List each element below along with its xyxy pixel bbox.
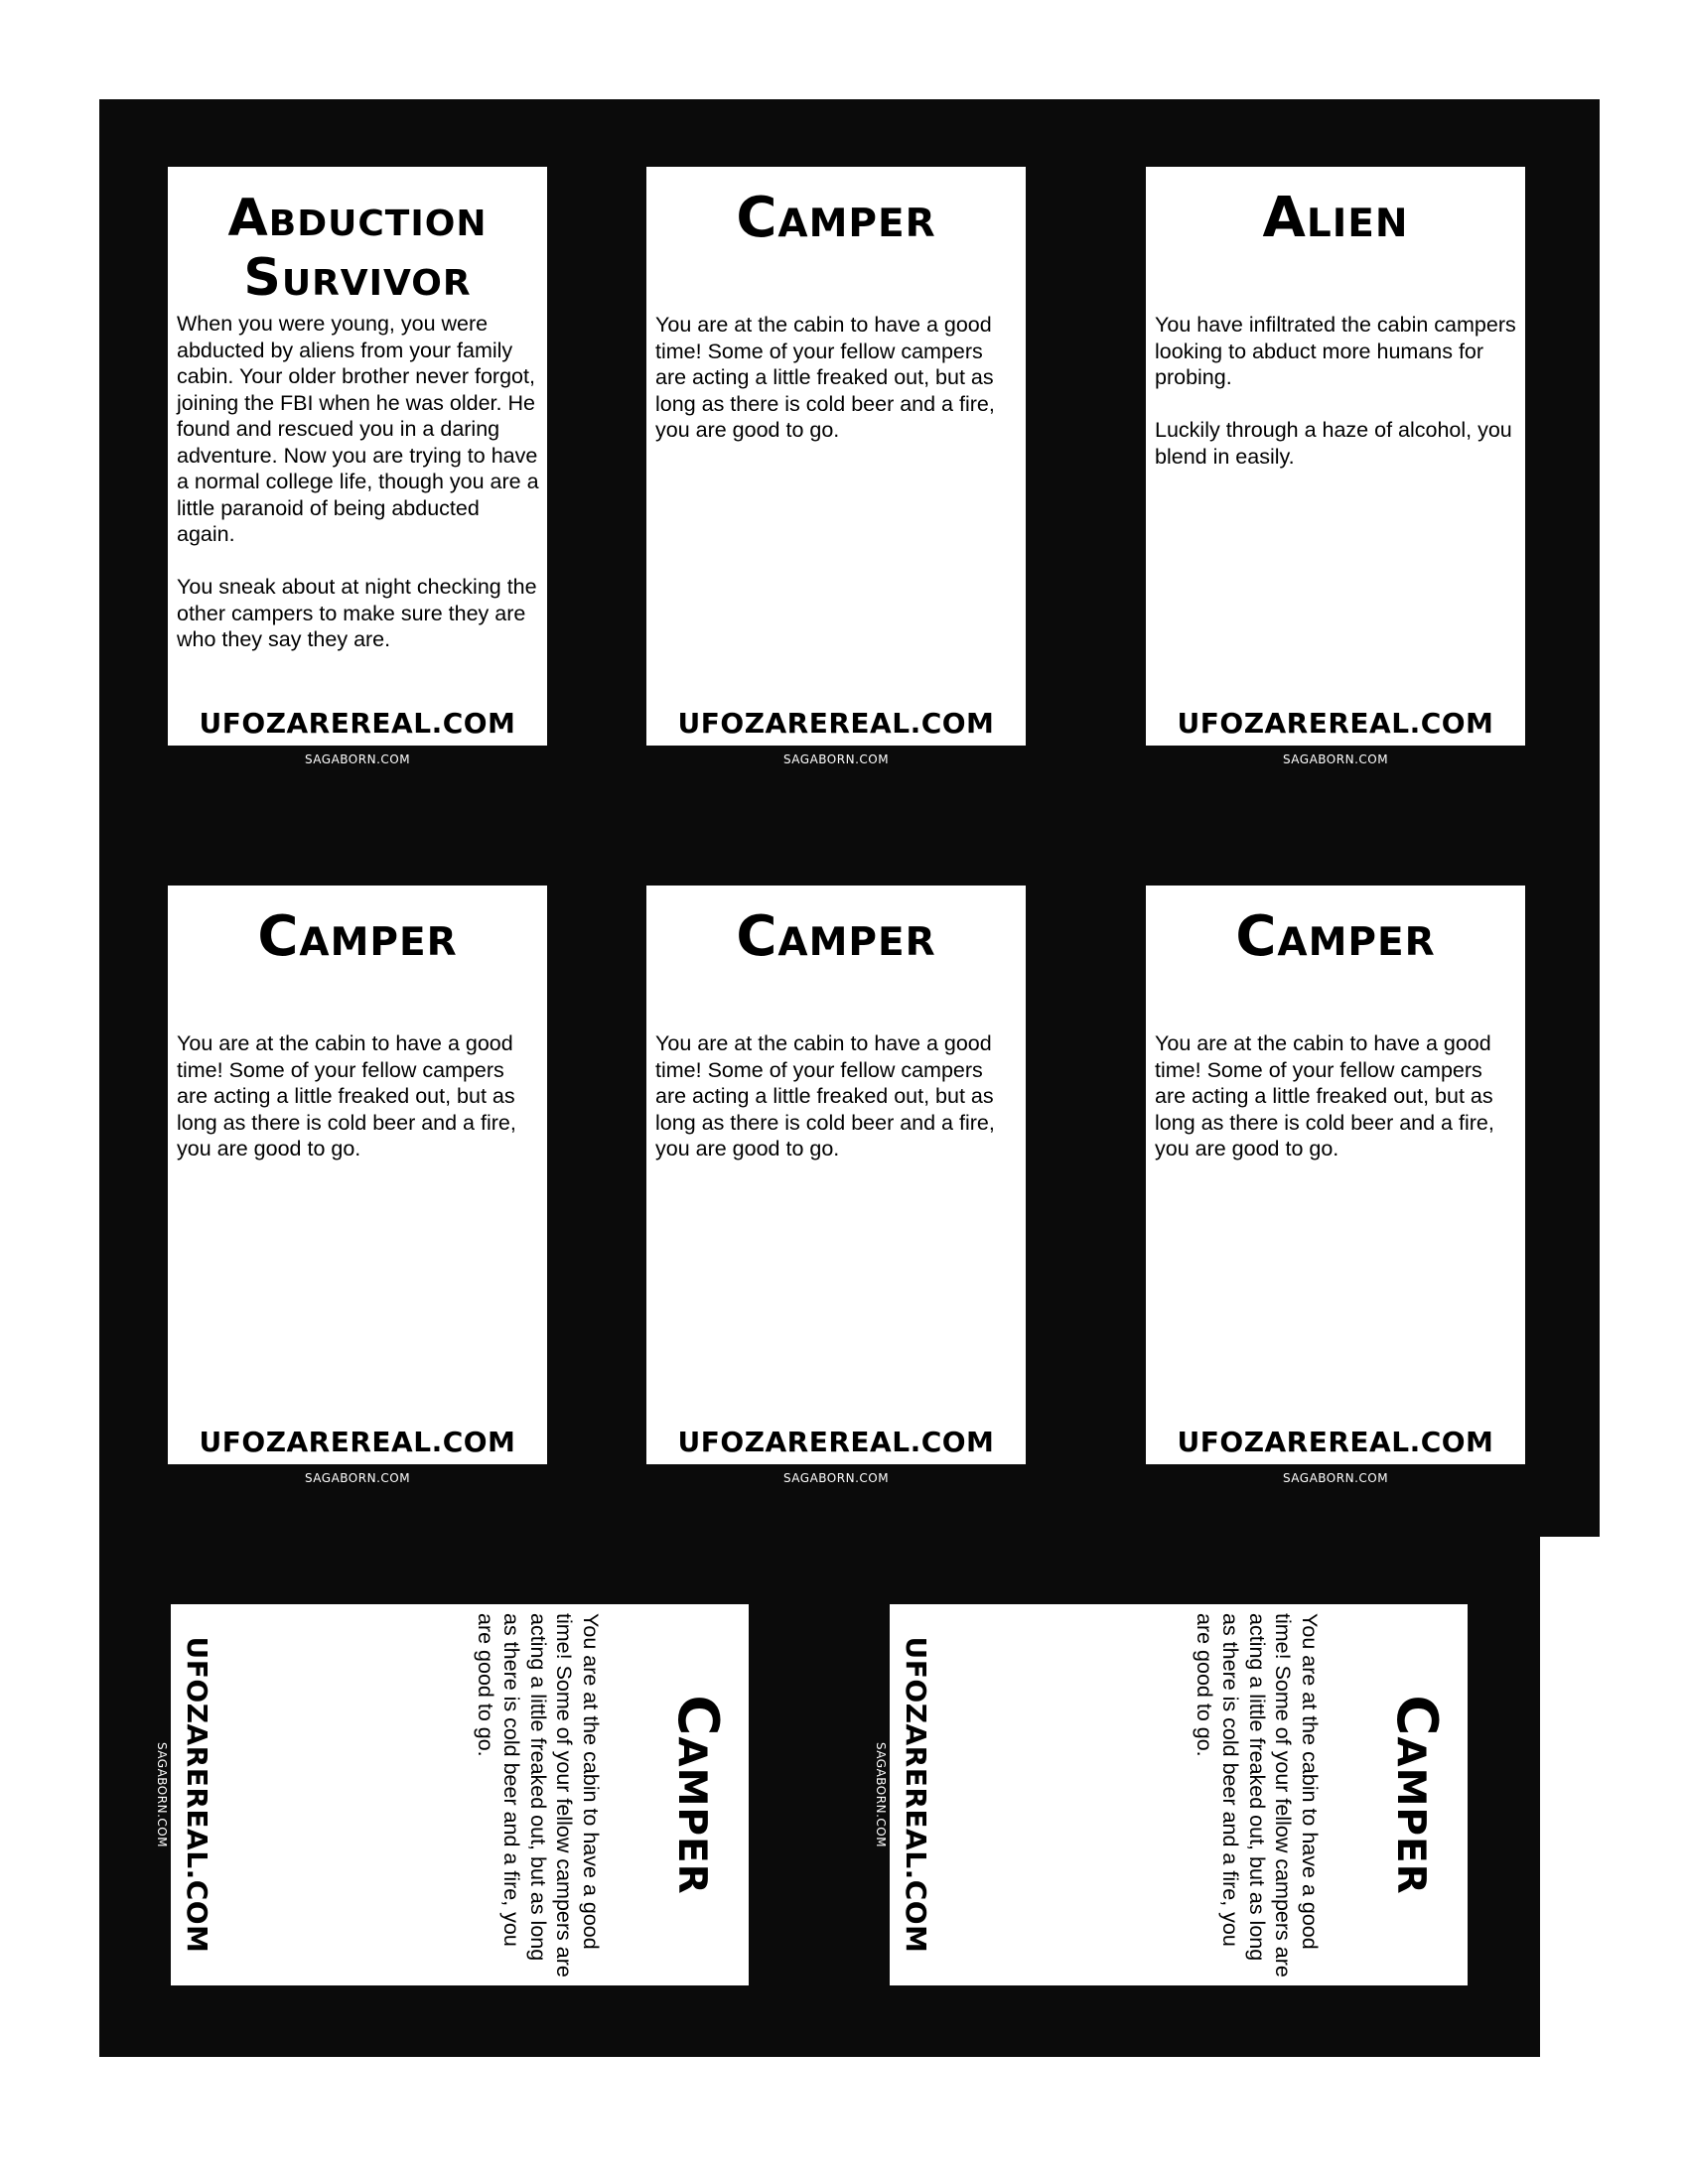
card-title: Camper [1384, 1695, 1449, 1895]
card-body: You are at the cabin to have a good time! Some of your fellow campers are acting a little freaked out, but as long as there is cold beer and a fire, you are good to go. [1155, 1031, 1500, 1160]
card-title: Camper [1235, 904, 1436, 969]
card-credit: SAGABORN.COM [782, 752, 890, 766]
card-body: You are at the cabin to have a good time! Some of your fellow campers are acting a little freaked out, but as long as there is cold beer and a fire, you are good to go. [177, 1031, 522, 1160]
card-body: You are at the cabin to have a good time! Some of your fellow campers are acting a little freaked out, but as long as there is cold beer and a fire, you are good to go. [1193, 1613, 1322, 1983]
card-body: You are at the cabin to have a good time! Some of your fellow campers are acting a little freaked out, but as long as there is cold beer and a fire, you are good to go. [655, 1031, 1001, 1160]
card-camper [168, 886, 547, 1464]
card-title: Camper [257, 904, 458, 969]
card-site: UFOZAREREAL.COM [181, 1636, 213, 1954]
card-credit: SAGABORN.COM [155, 1741, 169, 1848]
card-credit: SAGABORN.COM [304, 752, 411, 766]
card-title: Camper [665, 1695, 730, 1895]
card-camper-rotated [171, 1604, 749, 1985]
card-body: You are at the cabin to have a good time! Some of your fellow campers are acting a little freaked out, but as long as there is cold beer and a fire, you are good to go. [655, 313, 1001, 442]
card-title-line-1: Abduction [227, 189, 488, 248]
card-camper [646, 167, 1026, 746]
card-body: When you were young, you were abducted by aliens from your family cabin. Your older brother never forgot, joining the FBI when he was older. He found and rescued you in a daring adventure. Now you are trying to have a normal college life, though you are a little paranoid of being abducted again. You sneak about at night checking the other campers to make sure they are who they say they are. [177, 312, 539, 651]
card-site: UFOZAREREAL.COM [1177, 707, 1494, 740]
card-camper [646, 886, 1026, 1464]
card-title [168, 189, 547, 308]
card-credit: SAGABORN.COM [782, 1471, 890, 1485]
card-title: Alien [1262, 186, 1409, 250]
card-site: UFOZAREREAL.COM [900, 1636, 932, 1954]
card-body: You have infiltrated the cabin campers looking to abduct more humans for probing. Luckily through a haze of alcohol, you blend in easily. [1155, 313, 1516, 469]
card-title: Camper [736, 186, 936, 250]
card-site: UFOZAREREAL.COM [1177, 1426, 1494, 1458]
card-site: UFOZAREREAL.COM [677, 1426, 995, 1458]
card-credit: SAGABORN.COM [304, 1471, 411, 1485]
card-credit: SAGABORN.COM [874, 1741, 888, 1848]
card-abduction-survivor [168, 167, 547, 746]
card-credit: SAGABORN.COM [1282, 752, 1389, 766]
card-site: UFOZAREREAL.COM [199, 1426, 516, 1458]
card-alien [1146, 167, 1525, 746]
card-site: UFOZAREREAL.COM [677, 707, 995, 740]
card-body: You are at the cabin to have a good time! Some of your fellow campers are acting a little freaked out, but as long as there is cold beer and a fire, you are good to go. [474, 1613, 603, 1983]
card-site: UFOZAREREAL.COM [199, 707, 516, 740]
card-title: Camper [736, 904, 936, 969]
card-title-line-2: Survivor [243, 248, 472, 308]
card-camper-rotated [890, 1604, 1468, 1985]
card-camper [1146, 886, 1525, 1464]
card-credit: SAGABORN.COM [1282, 1471, 1389, 1485]
